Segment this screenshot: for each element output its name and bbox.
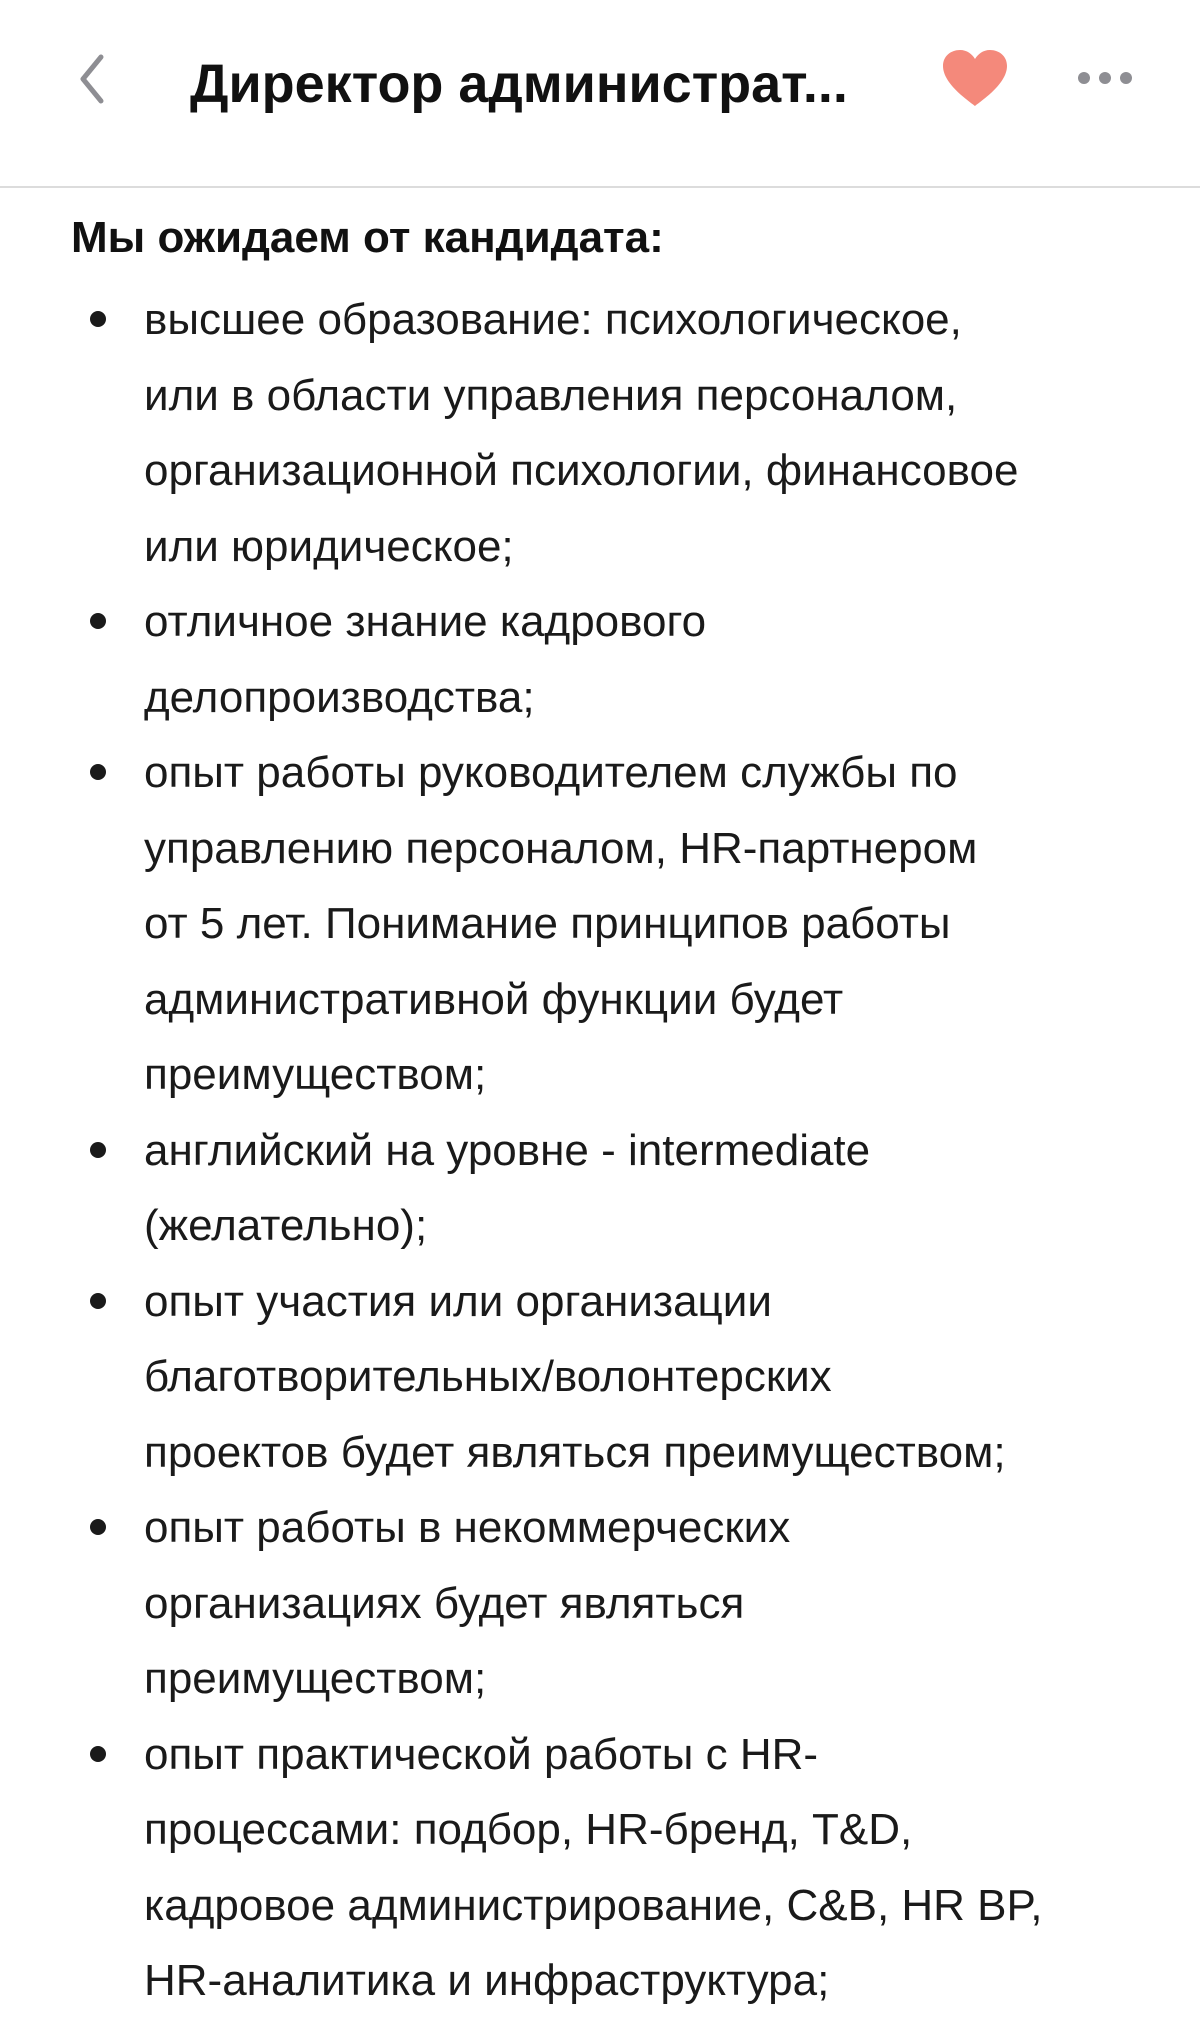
bullet-icon (90, 311, 106, 327)
list-item-text: преимуществом; (144, 1654, 487, 1703)
more-options-button[interactable] (1070, 48, 1140, 108)
more-horizontal-icon (1099, 72, 1111, 84)
list-item-text: HR-аналитика и инфраструктура; (144, 1956, 830, 2005)
list-item (0, 1113, 1200, 1264)
heart-icon (939, 48, 1011, 110)
bullet-icon (90, 1142, 106, 1158)
list-item-text: английский на уровне - intermediate (144, 1125, 871, 1175)
list-item-text: кадровое администрирование, C&B, HR BP, (144, 1880, 1043, 1930)
list-item (0, 584, 1200, 735)
list-item (0, 1717, 1200, 2019)
list-item-text: организационной психологии, финансовое (144, 446, 1019, 495)
list-item (0, 282, 1200, 584)
chevron-left-icon (77, 53, 107, 105)
top-navigation-bar (0, 0, 1200, 188)
list-item (0, 735, 1200, 1113)
more-horizontal-icon (1078, 72, 1090, 84)
list-item-text: административной функции будет (144, 974, 844, 1024)
list-item-text: управлению персоналом, HR-партнером (144, 823, 978, 873)
list-item-text: преимуществом; (144, 1050, 487, 1099)
list-item-text: делопроизводства; (144, 672, 535, 722)
list-item-text: процессами: подбор, HR-бренд, T&D, (144, 1805, 913, 1854)
back-button[interactable] (62, 44, 122, 114)
list-item-text: опыт практической работы с HR- (144, 1729, 819, 1779)
bullet-icon (90, 1293, 106, 1309)
list-item-text: благотворительных/волонтерских (144, 1352, 832, 1401)
requirements-list (0, 282, 1200, 2019)
list-item-text: от 5 лет. Понимание принципов работы (144, 899, 951, 948)
list-item-text: отличное знание кадрового (144, 597, 707, 646)
list-item-text: опыт работы в некоммерческих (144, 1503, 791, 1552)
list-item-text: опыт участия или организации (144, 1276, 772, 1326)
bullet-icon (90, 1746, 106, 1762)
list-item-text: высшее образование: психологическое, (144, 295, 962, 344)
list-item-text: или в области управления персоналом, (144, 370, 958, 420)
list-item-text: организациях будет являться (144, 1578, 745, 1628)
list-item (0, 1490, 1200, 1717)
bullet-icon (90, 613, 106, 629)
list-item-text: (желательно); (144, 1201, 428, 1250)
list-item-text: проектов будет являться преимуществом; (144, 1427, 1006, 1477)
list-item (0, 1264, 1200, 1491)
bullet-icon (90, 1519, 106, 1535)
more-horizontal-icon (1120, 72, 1132, 84)
list-item-text: или юридическое; (144, 521, 514, 571)
favorite-button[interactable] (935, 44, 1015, 114)
page-title: Директор администрат... (190, 54, 848, 114)
bullet-icon (90, 764, 106, 780)
requirements-heading: Мы ожидаем от кандидата: (71, 213, 664, 262)
list-item-text: опыт работы руководителем службы по (144, 748, 958, 797)
